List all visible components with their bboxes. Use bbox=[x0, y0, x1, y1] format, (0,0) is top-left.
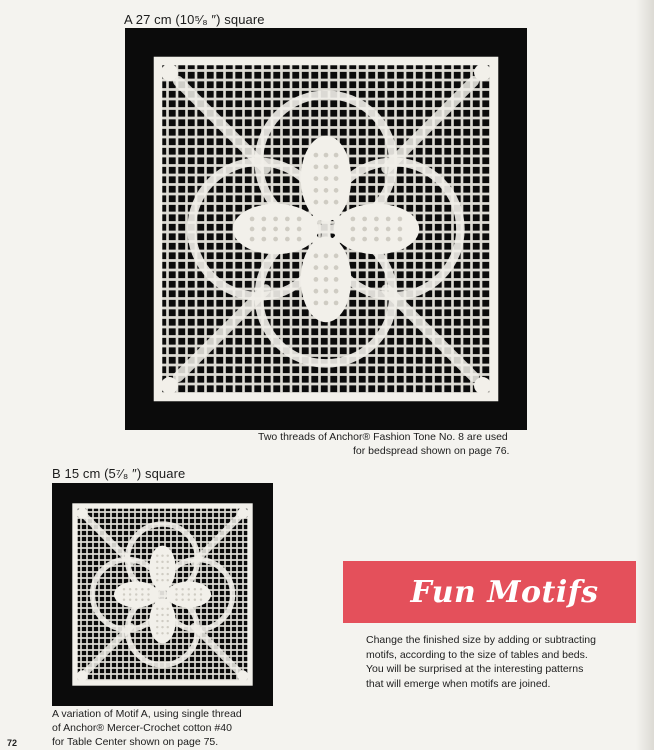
description-line: You will be surprised at the interesting patterns bbox=[366, 663, 584, 675]
section-banner bbox=[343, 561, 654, 623]
motif-a-crochet-image bbox=[125, 28, 527, 430]
page-gutter-shadow bbox=[636, 0, 654, 750]
motif-a-caption-line: for bedspread shown on page 76. bbox=[353, 445, 510, 457]
motif-b-caption-line: of Anchor® Mercer-Crochet cotton #40 bbox=[52, 722, 232, 734]
page-number: 72 bbox=[7, 738, 18, 748]
section-description bbox=[366, 633, 646, 691]
description-line: motifs, according to the size of tables and beds. bbox=[366, 648, 588, 661]
section-title: Fun Motifs bbox=[410, 574, 599, 610]
description-line: Change the finished size by adding or subtracting bbox=[366, 634, 596, 646]
motif-a-photo bbox=[125, 28, 527, 430]
motif-b-caption bbox=[52, 707, 242, 749]
description-line: that will emerge when motifs are joined. bbox=[366, 677, 551, 690]
motif-a-caption-line: Two threads of Anchor® Fashion Tone No. 8 are used bbox=[258, 431, 508, 443]
motif-b-caption-line: for Table Center shown on page 75. bbox=[52, 736, 219, 748]
motif-b-crochet-image bbox=[52, 483, 273, 706]
motif-b-title: B 15 cm (5⁷⁄₈ ″) square bbox=[52, 466, 186, 481]
motif-a-title: A 27 cm (10⁵⁄₈ ″) square bbox=[124, 12, 265, 27]
motif-a-caption bbox=[258, 430, 509, 458]
motif-b-photo bbox=[52, 483, 273, 706]
motif-b-caption-line: A variation of Motif A, using single thread bbox=[52, 708, 242, 720]
